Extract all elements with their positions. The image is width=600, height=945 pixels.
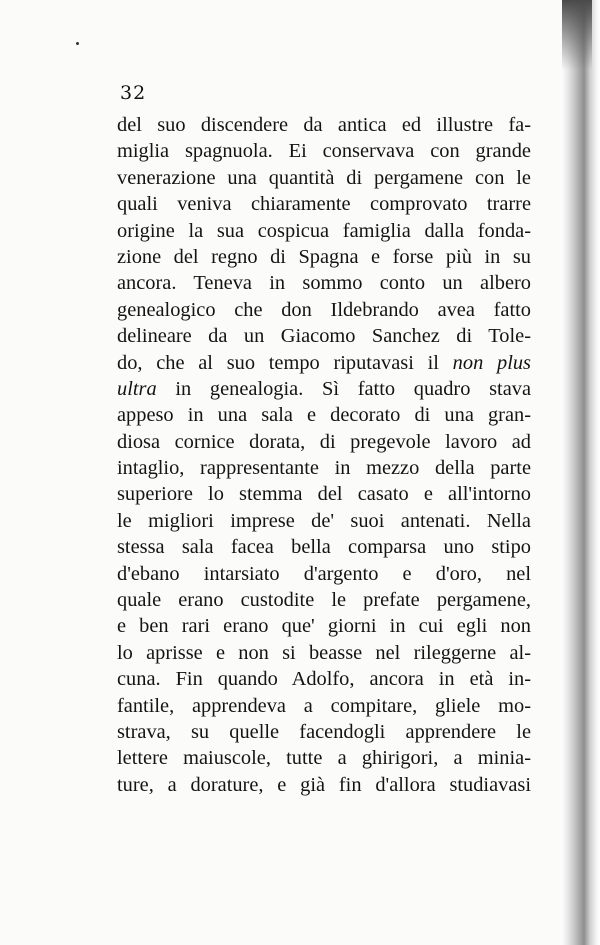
text-line: origine la sua cospicua famiglia dalla fonda- [117, 219, 531, 242]
book-edge-dark-corner [562, 0, 592, 70]
text-line: genealogico che don Ildebrando avea fatto [117, 298, 531, 321]
text-line: e ben rari erano que' giorni in cui egli non [117, 615, 531, 638]
text-line: miglia spagnuola. Ei conservava con grande [117, 140, 531, 163]
text-line: d'ebano intarsiato d'argento e d'oro, nel [117, 562, 531, 585]
text-line [117, 350, 531, 376]
text-line: le migliori imprese de' suoi antenati. Nella [117, 509, 531, 532]
text-line [117, 376, 531, 402]
text-line: lo aprisse e non si beasse nel rileggerne al- [117, 641, 531, 664]
text-line: ture, a dorature, e già fin d'allora studiavasi [117, 773, 531, 796]
text-segment: do, che al suo tempo riputavasi il [117, 351, 453, 374]
body-text [117, 112, 531, 798]
text-line: delineare da un Giacomo Sanchez di Tole- [117, 325, 531, 348]
text-line: cuna. Fin quando Adolfo, ancora in età in- [117, 668, 531, 691]
page-number: 32 [120, 82, 147, 104]
text-line: ancora. Teneva in sommo conto un albero [117, 272, 531, 295]
text-line: zione del regno di Spagna e forse più in su [117, 245, 531, 268]
scan-speck [76, 42, 79, 45]
book-edge-shadow [562, 0, 600, 945]
text-line: strava, su quelle facendogli apprendere le [117, 720, 531, 743]
text-segment: in genealogia. Sì fatto quadro stava [156, 377, 531, 400]
text-line: appeso in una sala e decorato di una gran- [117, 404, 531, 427]
text-line: intaglio, rappresentante in mezzo della parte [117, 457, 531, 480]
text-line: superiore lo stemma del casato e all'intorno [117, 483, 531, 506]
text-line: venerazione una quantità di pergamene con le [117, 166, 531, 189]
text-line: diosa cornice dorata, di pregevole lavoro ad [117, 430, 531, 453]
text-line: fantile, apprendeva a compitare, gliele mo- [117, 694, 531, 717]
text-line: stessa sala facea bella comparsa uno stipo [117, 536, 531, 559]
text-line: del suo discendere da antica ed illustre fa- [117, 114, 531, 136]
italic-phrase: non plus [452, 351, 531, 374]
text-line: lettere maiuscole, tutte a ghirigori, a minia- [117, 747, 531, 770]
italic-phrase: ultra [117, 377, 157, 400]
text-line: quale erano custodite le prefate pergamene, [117, 589, 531, 612]
text-line: quali veniva chiaramente comprovato trarre [117, 193, 531, 216]
